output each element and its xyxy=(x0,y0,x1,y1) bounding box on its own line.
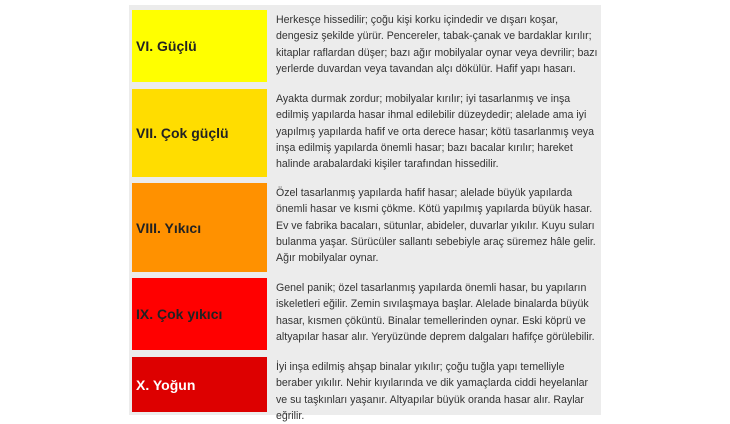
intensity-level-label: VI. Güçlü xyxy=(136,38,197,54)
intensity-label-cell xyxy=(132,278,267,350)
intensity-label-cell xyxy=(132,183,267,272)
intensity-description: Ayakta durmak zordur; mobilyalar kırılır; iyi tasarlanmış ve inşa edilmiş yapılarda hasar ihmal edilebilir düzeydedir; alelade ama iyi yapılmış yapılarda hafif ve orta derece hasar; kötü tasarlanmış veya inşa edilmiş yapılarda önemli hasar; bazı bacalar kırılır; hareket halinde arabalardaki kişiler tarafından hissedilir. xyxy=(276,93,594,171)
intensity-description: Herkesçe hissedilir; çoğu kişi korku içindedir ve dışarı koşar, dengesiz şekilde yürür. Pencereler, tabak-çanak ve bardaklar kırılır; kitaplar raflardan düşer; bazı ağır mobilyalar oynar veya devrilir; bazı yerlerde duvardan veya tavandan alçı dökülür. Hafif yapı hasarı. xyxy=(276,14,598,75)
intensity-level-label: VII. Çok güçlü xyxy=(136,125,229,141)
intensity-description: İyi inşa edilmiş ahşap binalar yıkılır; çoğu tuğla yapı temelliyle beraber yıkılır. Nehir kıyılarında ve dik yamaçlarda ciddi heyelanlar ve su taşkınları yaşanır. Altyapılar büyük oranda hasar alır. Raylar eğrilir. xyxy=(276,361,589,422)
table-row-x xyxy=(132,357,598,422)
intensity-label-cell xyxy=(132,357,267,412)
intensity-label-cell xyxy=(132,89,267,177)
table-row-vi xyxy=(132,10,598,82)
table-row-ix xyxy=(132,278,598,350)
intensity-level-label: VIII. Yıkıcı xyxy=(136,219,202,236)
intensity-level-label: X. Yoğun xyxy=(136,376,196,393)
intensity-level-label: IX. Çok yıkıcı xyxy=(136,306,223,322)
intensity-description: Özel tasarlanmış yapılarda hafif hasar; alelade büyük yapılarda önemli hasar ve kısmi çökme. Kötü yapılmış yapılarda büyük hasar. Ev ve fabrika bacaları, sütunlar, abideler, duvarlar yıkılır. Kuyu suları bulanma yaşar. Sürücüler sallantı sebebiyle araç süremez hâle gelir. Ağır mobilyalar oynar. xyxy=(276,187,596,265)
intensity-description: Genel panik; özel tasarlanmış yapılarda önemli hasar, bu yapıların iskeletleri eğilir. Zemin sıvılaşmaya başlar. Alelade binalarda büyük hasar, kısmen çöküntü. Binalar temellerinden oynar. Eski köprü ve altyapılar hasar alır. Yeryüzünde deprem dalgaları hafifçe görülebilir. xyxy=(276,282,595,343)
table-row-viii xyxy=(132,183,598,272)
intensity-scale-table xyxy=(129,5,601,422)
intensity-label-cell xyxy=(132,10,267,82)
table-row-vii xyxy=(132,89,598,177)
